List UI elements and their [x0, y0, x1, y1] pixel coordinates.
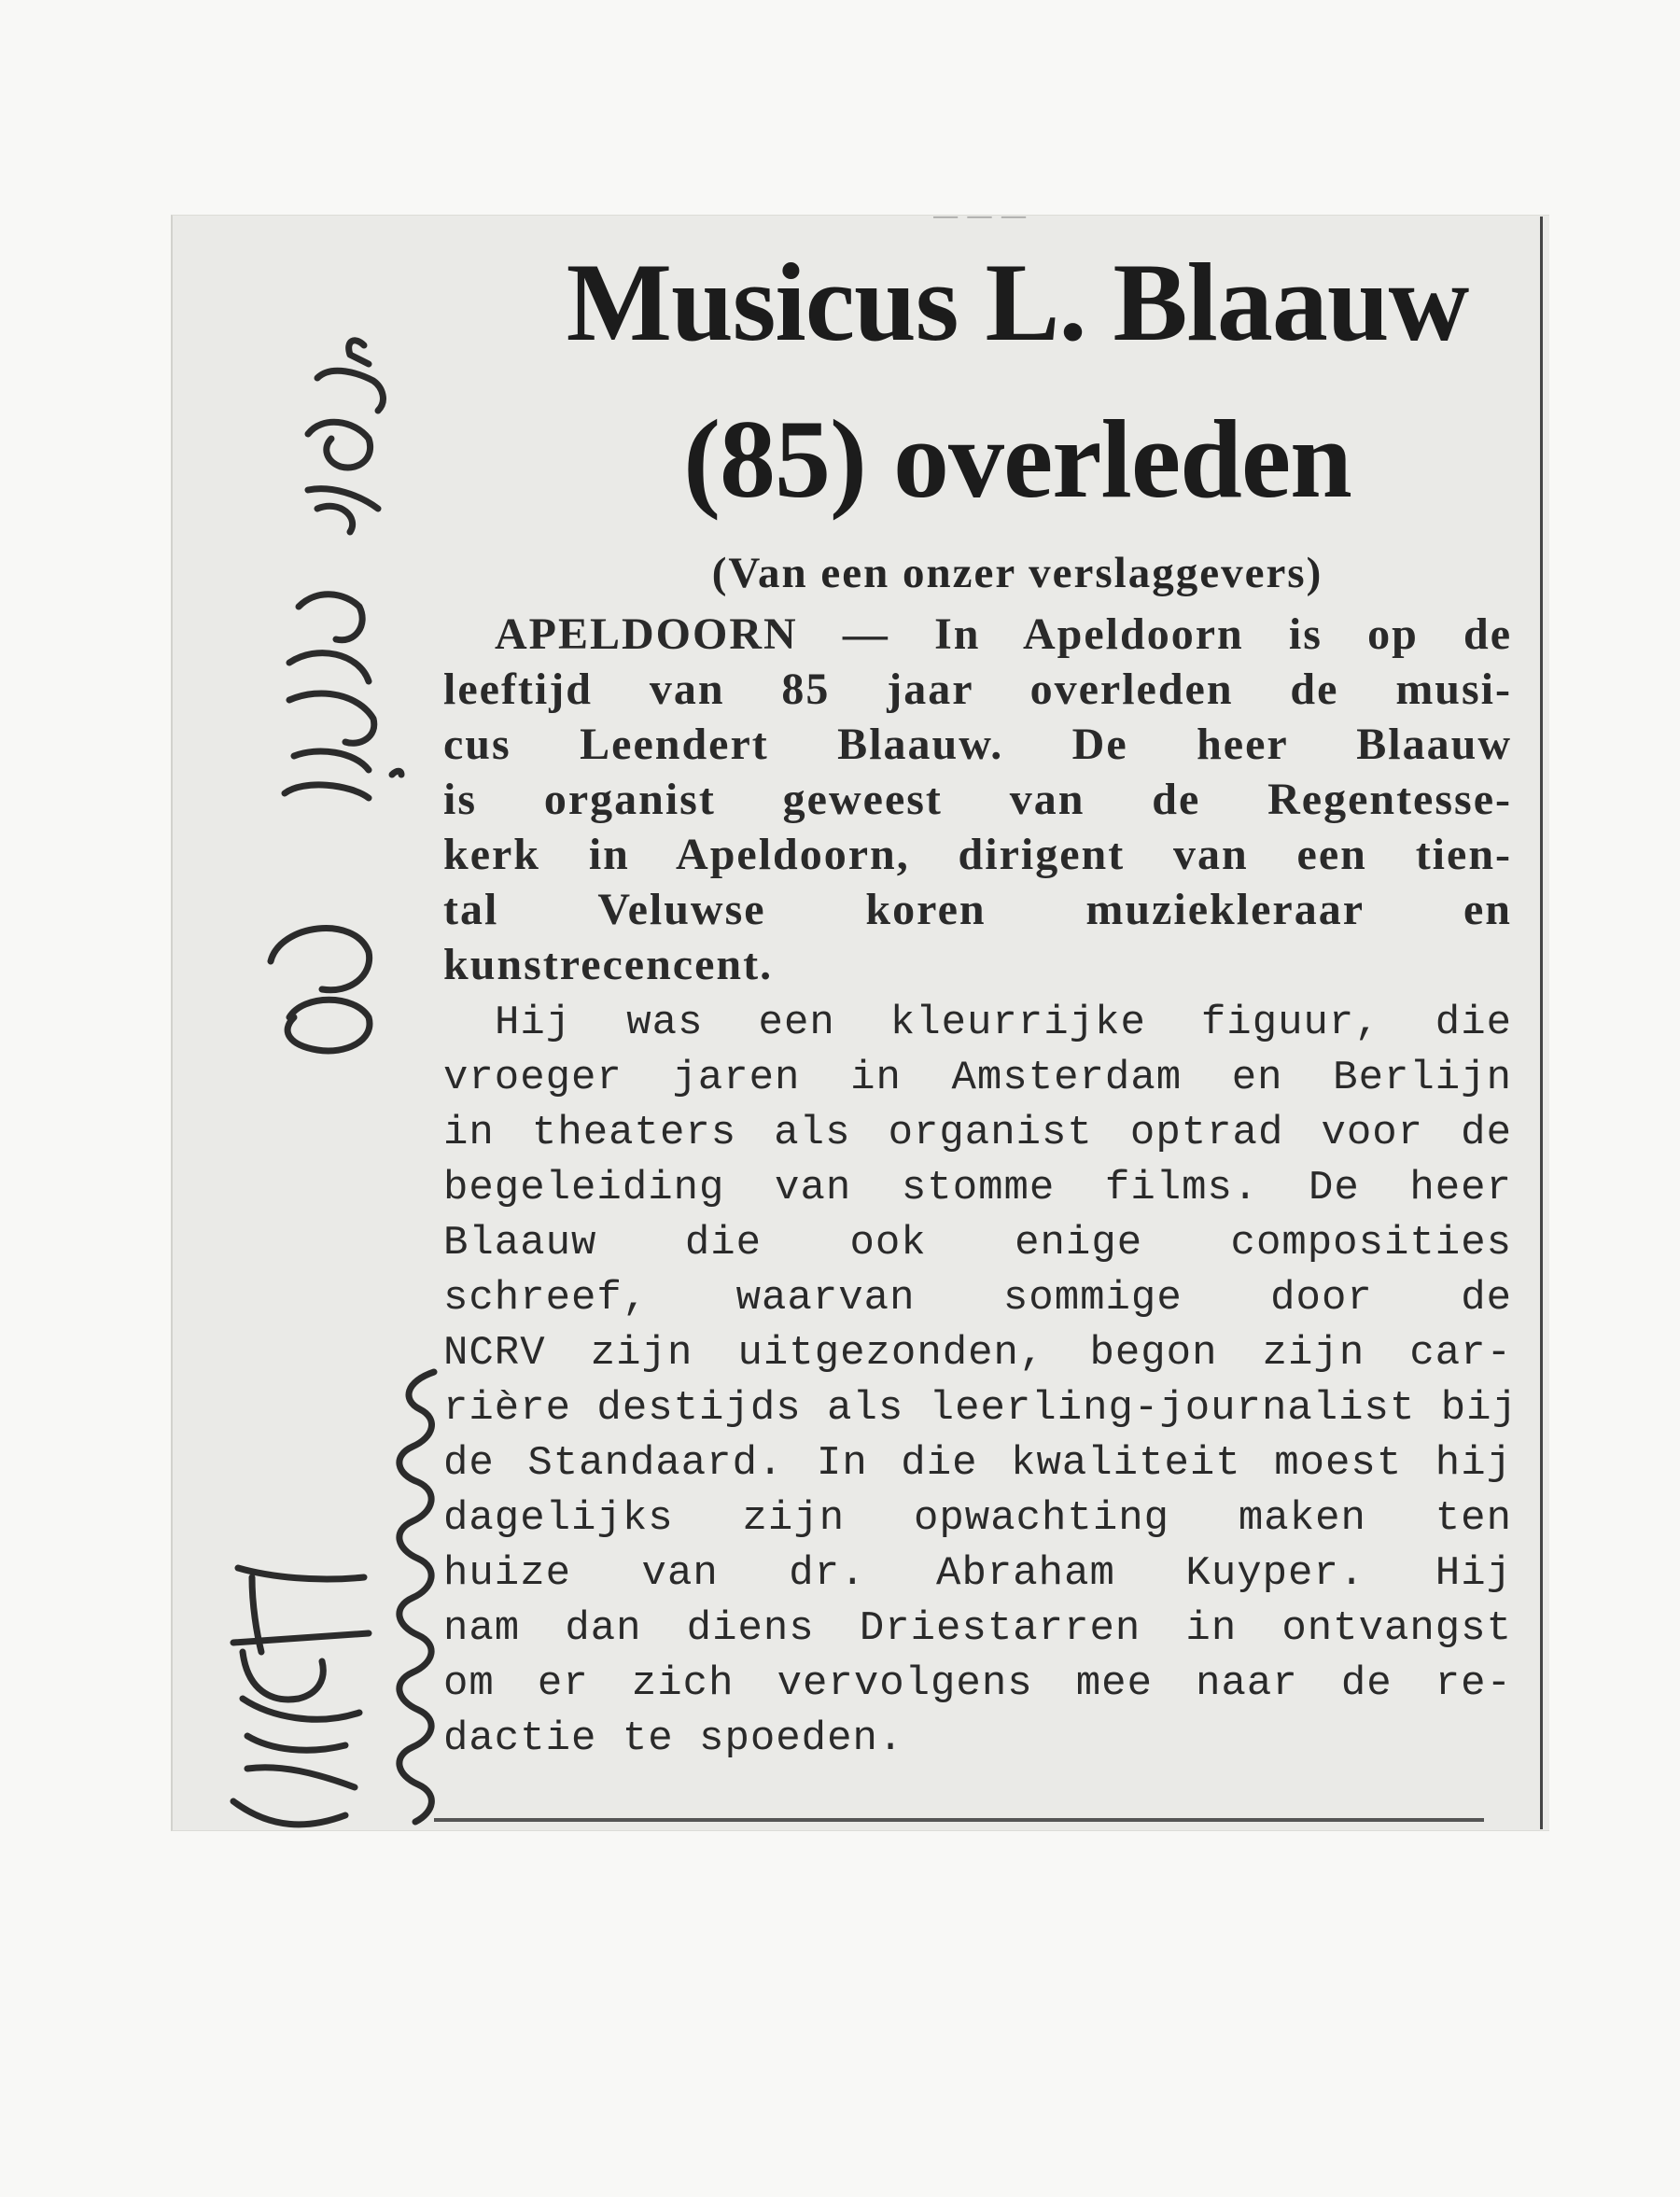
text-line: huize van dr. Abraham Kuyper. Hij	[443, 1550, 1512, 1597]
text-line: tal Veluwse koren muziekleraar en	[443, 885, 1512, 934]
text-line: kerk in Apeldoorn, dirigent van een tien-	[443, 830, 1512, 879]
paragraph-1	[443, 607, 1512, 992]
text-line: dagelijks zijn opwachting maken ten	[443, 1495, 1512, 1542]
headline	[504, 224, 1531, 538]
paragraph-2	[443, 996, 1518, 1767]
cut-off-text: — — —	[933, 202, 1028, 220]
text-line: leeftijd van 85 jaar overleden de musi-	[443, 665, 1512, 714]
text-line: de Standaard. In die kwaliteit moest hij	[443, 1440, 1512, 1487]
text-line: in theaters als organist optrad voor de	[443, 1110, 1512, 1156]
text-line: schreef, waarvan sommige door de	[443, 1275, 1512, 1322]
headline-line-2: (85) overleden	[683, 397, 1351, 521]
text-line: dactie te spoeden.	[443, 1715, 904, 1762]
text-line: Blaauw die ook enige composities	[443, 1220, 1512, 1266]
text-line: kunstrecencent.	[443, 940, 774, 989]
text-line: Hij was een kleurrijke figuur, die	[495, 1000, 1512, 1046]
text-line: is organist geweest van de Regentesse-	[443, 775, 1512, 824]
text-line: cus Leendert Blaauw. De heer Blaauw	[443, 720, 1512, 769]
column-rule	[1540, 217, 1543, 1829]
byline: (Van een onzer verslaggevers)	[711, 549, 1323, 597]
headline-line-1: Musicus L. Blaauw	[566, 240, 1469, 364]
text-line: APELDOORN — In Apeldoorn is op de	[495, 609, 1512, 659]
text-line: vroeger jaren in Amsterdam en Berlijn	[443, 1055, 1512, 1101]
handwritten-date-note	[168, 308, 439, 1857]
text-line: NCRV zijn uitgezonden, begon zijn car-	[443, 1330, 1512, 1377]
text-line: om er zich vervolgens mee naar de re-	[443, 1660, 1512, 1707]
bottom-rule	[434, 1818, 1484, 1822]
article-body	[443, 607, 1518, 1767]
text-line: begeleiding van stomme films. De heer	[443, 1165, 1512, 1211]
text-line: nam dan diens Driestarren in ontvangst	[443, 1605, 1512, 1652]
text-line: rière destijds als leerling-journalist bij	[443, 1385, 1518, 1432]
